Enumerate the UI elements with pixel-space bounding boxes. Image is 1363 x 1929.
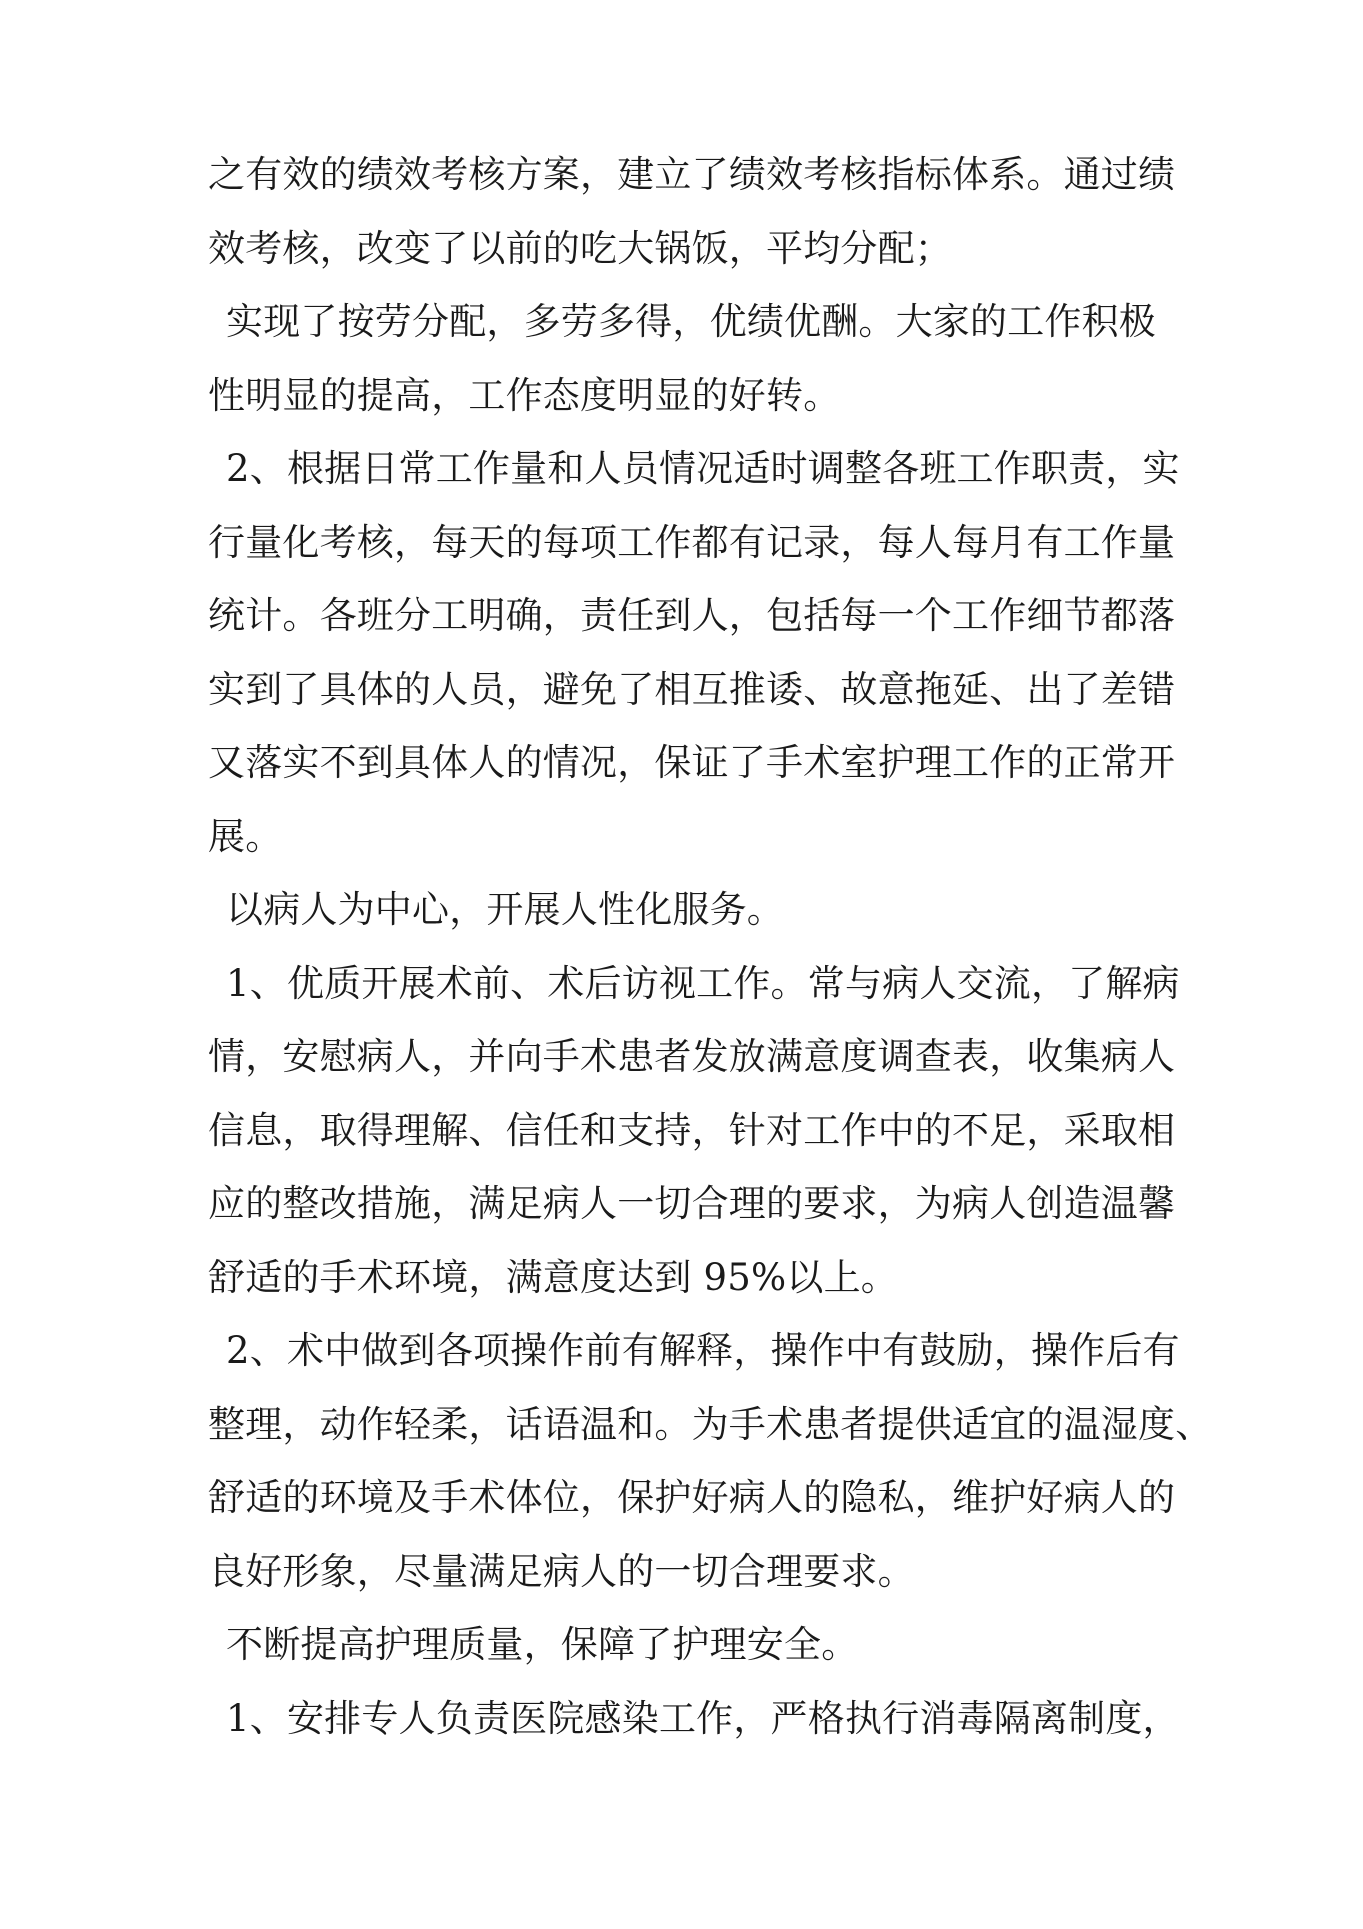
text-line: 统计。各班分工明确，责任到人，包括每一个工作细节都落	[208, 594, 1176, 637]
text-line: 之有效的绩效考核方案，建立了绩效考核指标体系。通过绩	[208, 153, 1176, 196]
text-line: 行量化考核，每天的每项工作都有记录，每人每月有工作量	[208, 520, 1176, 564]
text-line: 1、优质开展术前、术后访视工作。常与病人交流，了解病	[226, 961, 1180, 1005]
text-line: 又落实不到具体人的情况，保证了手术室护理工作的正常开	[208, 741, 1176, 784]
text-line: 舒适的手术环境，满意度达到 95%以上。	[208, 1255, 898, 1299]
text-line: 性明显的提高，工作态度明显的好转。	[208, 373, 841, 417]
text-line: 效考核，改变了以前的吃大锅饭，平均分配；	[208, 226, 952, 270]
text-line: 2、根据日常工作量和人员情况适时调整各班工作职责，实	[226, 447, 1180, 490]
text-line: 舒适的环境及手术体位，保护好病人的隐私，维护好病人的	[208, 1476, 1176, 1519]
text-line: 实现了按劳分配，多劳多得，优绩优酬。大家的工作积极	[226, 300, 1156, 343]
text-line: 2、术中做到各项操作前有解释，操作中有鼓励，操作后有	[226, 1329, 1180, 1372]
text-line: 整理，动作轻柔，话语温和。为手术患者提供适宜的温湿度、	[208, 1402, 1213, 1446]
section-heading: 以病人为中心，开展人性化服务。	[226, 888, 784, 931]
text-line: 良好形象，尽量满足病人的一切合理要求。	[208, 1549, 915, 1593]
text-line: 1、安排专人负责医院感染工作，严格执行消毒隔离制度，	[226, 1696, 1180, 1740]
document-body	[208, 138, 1213, 1755]
text-line: 应的整改措施，满足病人一切合理的要求，为病人创造温馨	[208, 1182, 1176, 1225]
text-line: 展。	[208, 814, 283, 858]
section-heading: 不断提高护理质量，保障了护理安全。	[226, 1623, 859, 1666]
text-line: 信息，取得理解、信任和支持，针对工作中的不足，采取相	[208, 1108, 1176, 1152]
text-line: 实到了具体的人员，避免了相互推诿、故意拖延、出了差错	[208, 667, 1176, 711]
text-line: 情，安慰病人，并向手术患者发放满意度调查表，收集病人	[208, 1035, 1176, 1078]
